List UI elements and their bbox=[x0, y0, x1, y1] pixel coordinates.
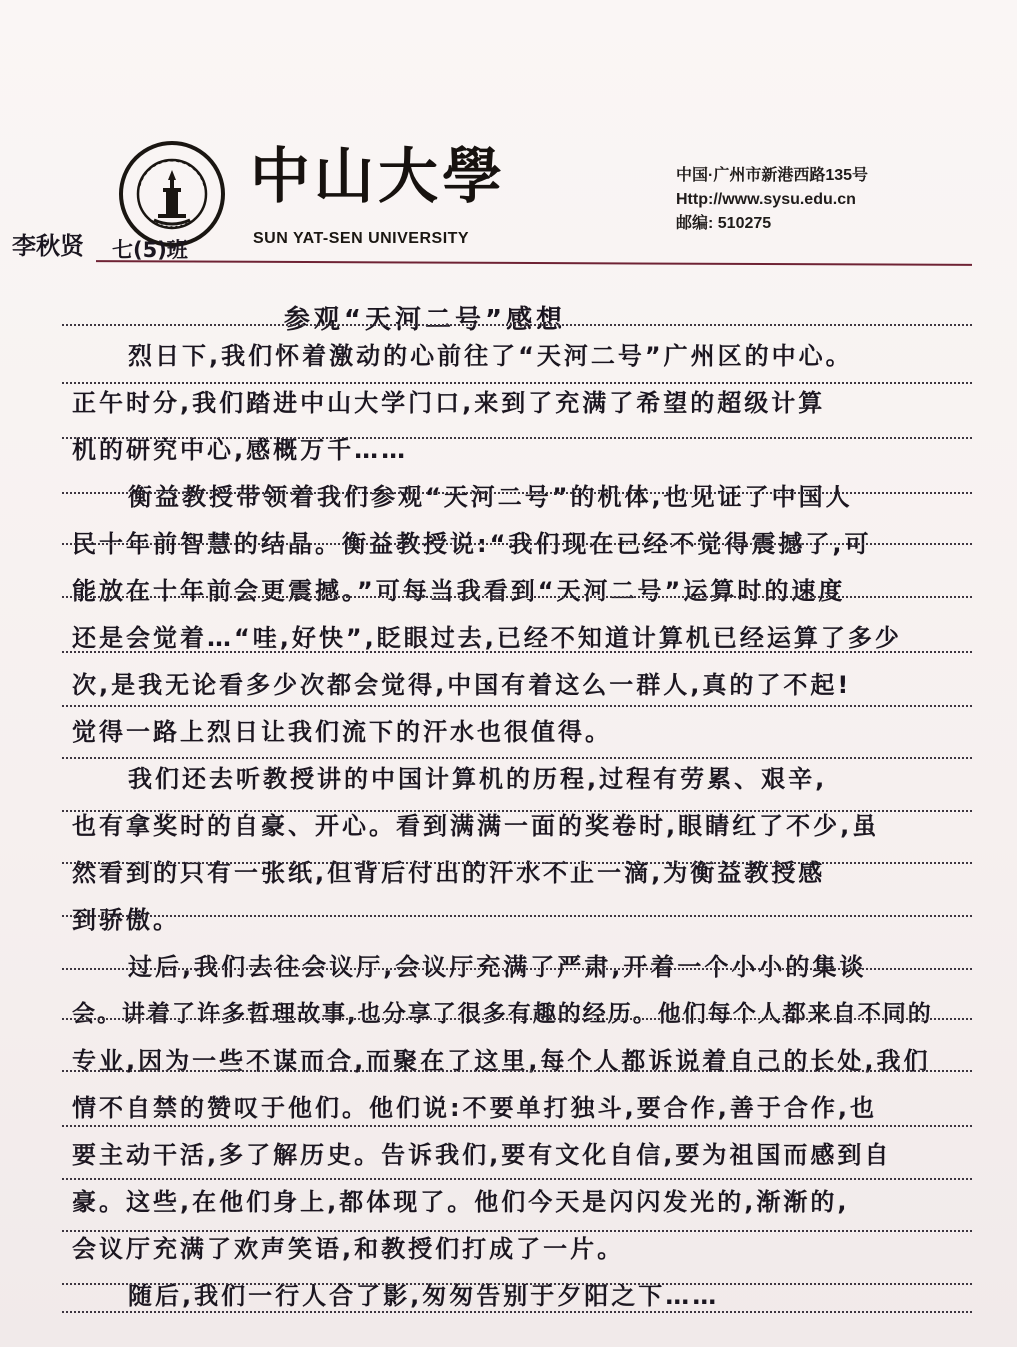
essay-line: 专业,因为一些不谋而合,而聚在了这里,每个人都诉说着自己的长处,我们 bbox=[72, 1047, 931, 1075]
header-divider bbox=[96, 260, 972, 266]
essay-line: 到骄傲。 bbox=[72, 906, 180, 934]
ruled-line bbox=[62, 968, 972, 970]
essay-line: 随后,我们一行人合了影,匆匆告别于夕阳之下…… bbox=[128, 1282, 720, 1310]
essay-line: 正午时分,我们踏进中山大学门口,来到了充满了希望的超级计算 bbox=[72, 389, 826, 417]
essay-line: 机的研究中心,感概万千…… bbox=[72, 436, 409, 464]
ruled-line bbox=[62, 810, 972, 812]
essay-line: 要主动干活,多了解历史。告诉我们,要有文化自信,要为祖国而感到自 bbox=[72, 1141, 892, 1169]
essay-line: 觉得一路上烈日让我们流下的汗水也很值得。 bbox=[72, 718, 612, 746]
ruled-line bbox=[62, 1283, 972, 1285]
essay-line: 会。讲着了许多哲理故事,也分享了很多有趣的经历。他们每个人都来自不同的 bbox=[72, 1001, 933, 1027]
essay-line: 次,是我无论看多少次都会觉得,中国有着这么一群人,真的了不起! bbox=[72, 671, 852, 699]
ruled-line bbox=[62, 862, 972, 864]
ruled-line bbox=[62, 382, 972, 384]
essay-line: 然看到的只有一张纸,但背后付出的汗水不止一滴,为衡益教授感 bbox=[72, 859, 826, 887]
essay-line: 我们还去听教授讲的中国计算机的历程,过程有劳累、艰辛, bbox=[128, 765, 828, 793]
essay-line: 豪。这些,在他们身上,都体现了。他们今天是闪闪发光的,渐渐的, bbox=[72, 1188, 850, 1216]
ruled-line bbox=[62, 915, 972, 917]
essay-line: 烈日下,我们怀着激动的心前往了“天河二号”广州区的中心。 bbox=[128, 342, 853, 370]
ruled-line bbox=[62, 543, 972, 545]
ruled-line bbox=[62, 705, 972, 707]
author-name: 李秋贤 bbox=[12, 232, 84, 260]
website-line: Http://www.sysu.edu.cn bbox=[676, 191, 856, 208]
ruled-line bbox=[62, 1070, 972, 1072]
university-seal-logo bbox=[118, 140, 226, 248]
ruled-line bbox=[62, 651, 972, 653]
postcode-line: 邮编: 510275 bbox=[676, 215, 772, 232]
address-line: 中国·广州市新港西路135号 bbox=[676, 167, 869, 184]
university-name-en: SUN YAT-SEN UNIVERSITY bbox=[253, 230, 470, 247]
ruled-line bbox=[62, 1311, 972, 1313]
essay-line: 过后,我们去往会议厅,会议厅充满了严肃,开着一个小小的集谈 bbox=[128, 953, 867, 981]
contact-block bbox=[676, 164, 868, 236]
essay-line: 能放在十年前会更震撼。”可每当我看到“天河二号”运算时的速度 bbox=[72, 577, 846, 605]
ruled-line bbox=[62, 1125, 972, 1127]
essay-line: 也有拿奖时的自豪、开心。看到满满一面的奖卷时,眼睛红了不少,虽 bbox=[72, 812, 880, 840]
essay-line: 民十年前智慧的结晶。衡益教授说:“我们现在已经不觉得震撼了,可 bbox=[72, 530, 872, 558]
ruled-line bbox=[62, 1178, 972, 1180]
ruled-line bbox=[62, 596, 972, 598]
essay-line: 还是会觉着…“哇,好快”,眨眼过去,已经不知道计算机已经运算了多少 bbox=[72, 624, 902, 652]
ruled-line bbox=[62, 492, 972, 494]
essay-title: 参观“天河二号”感想 bbox=[283, 305, 567, 335]
essay-line: 衡益教授带领着我们参观“天河二号”的机体,也见证了中国人 bbox=[128, 483, 853, 511]
ruled-line bbox=[62, 1230, 972, 1232]
ruled-line bbox=[62, 1018, 972, 1020]
essay-line: 情不自禁的赞叹于他们。他们说:不要单打独斗,要合作,善于合作,也 bbox=[72, 1094, 877, 1122]
ruled-line bbox=[62, 757, 972, 759]
author-class: 七(5)班 bbox=[112, 238, 188, 262]
essay-line: 会议厅充满了欢声笑语,和教授们打成了一片。 bbox=[72, 1235, 625, 1263]
ruled-line bbox=[62, 324, 972, 326]
university-name-cn: 中山大學 bbox=[250, 142, 506, 212]
ruled-line bbox=[62, 437, 972, 439]
